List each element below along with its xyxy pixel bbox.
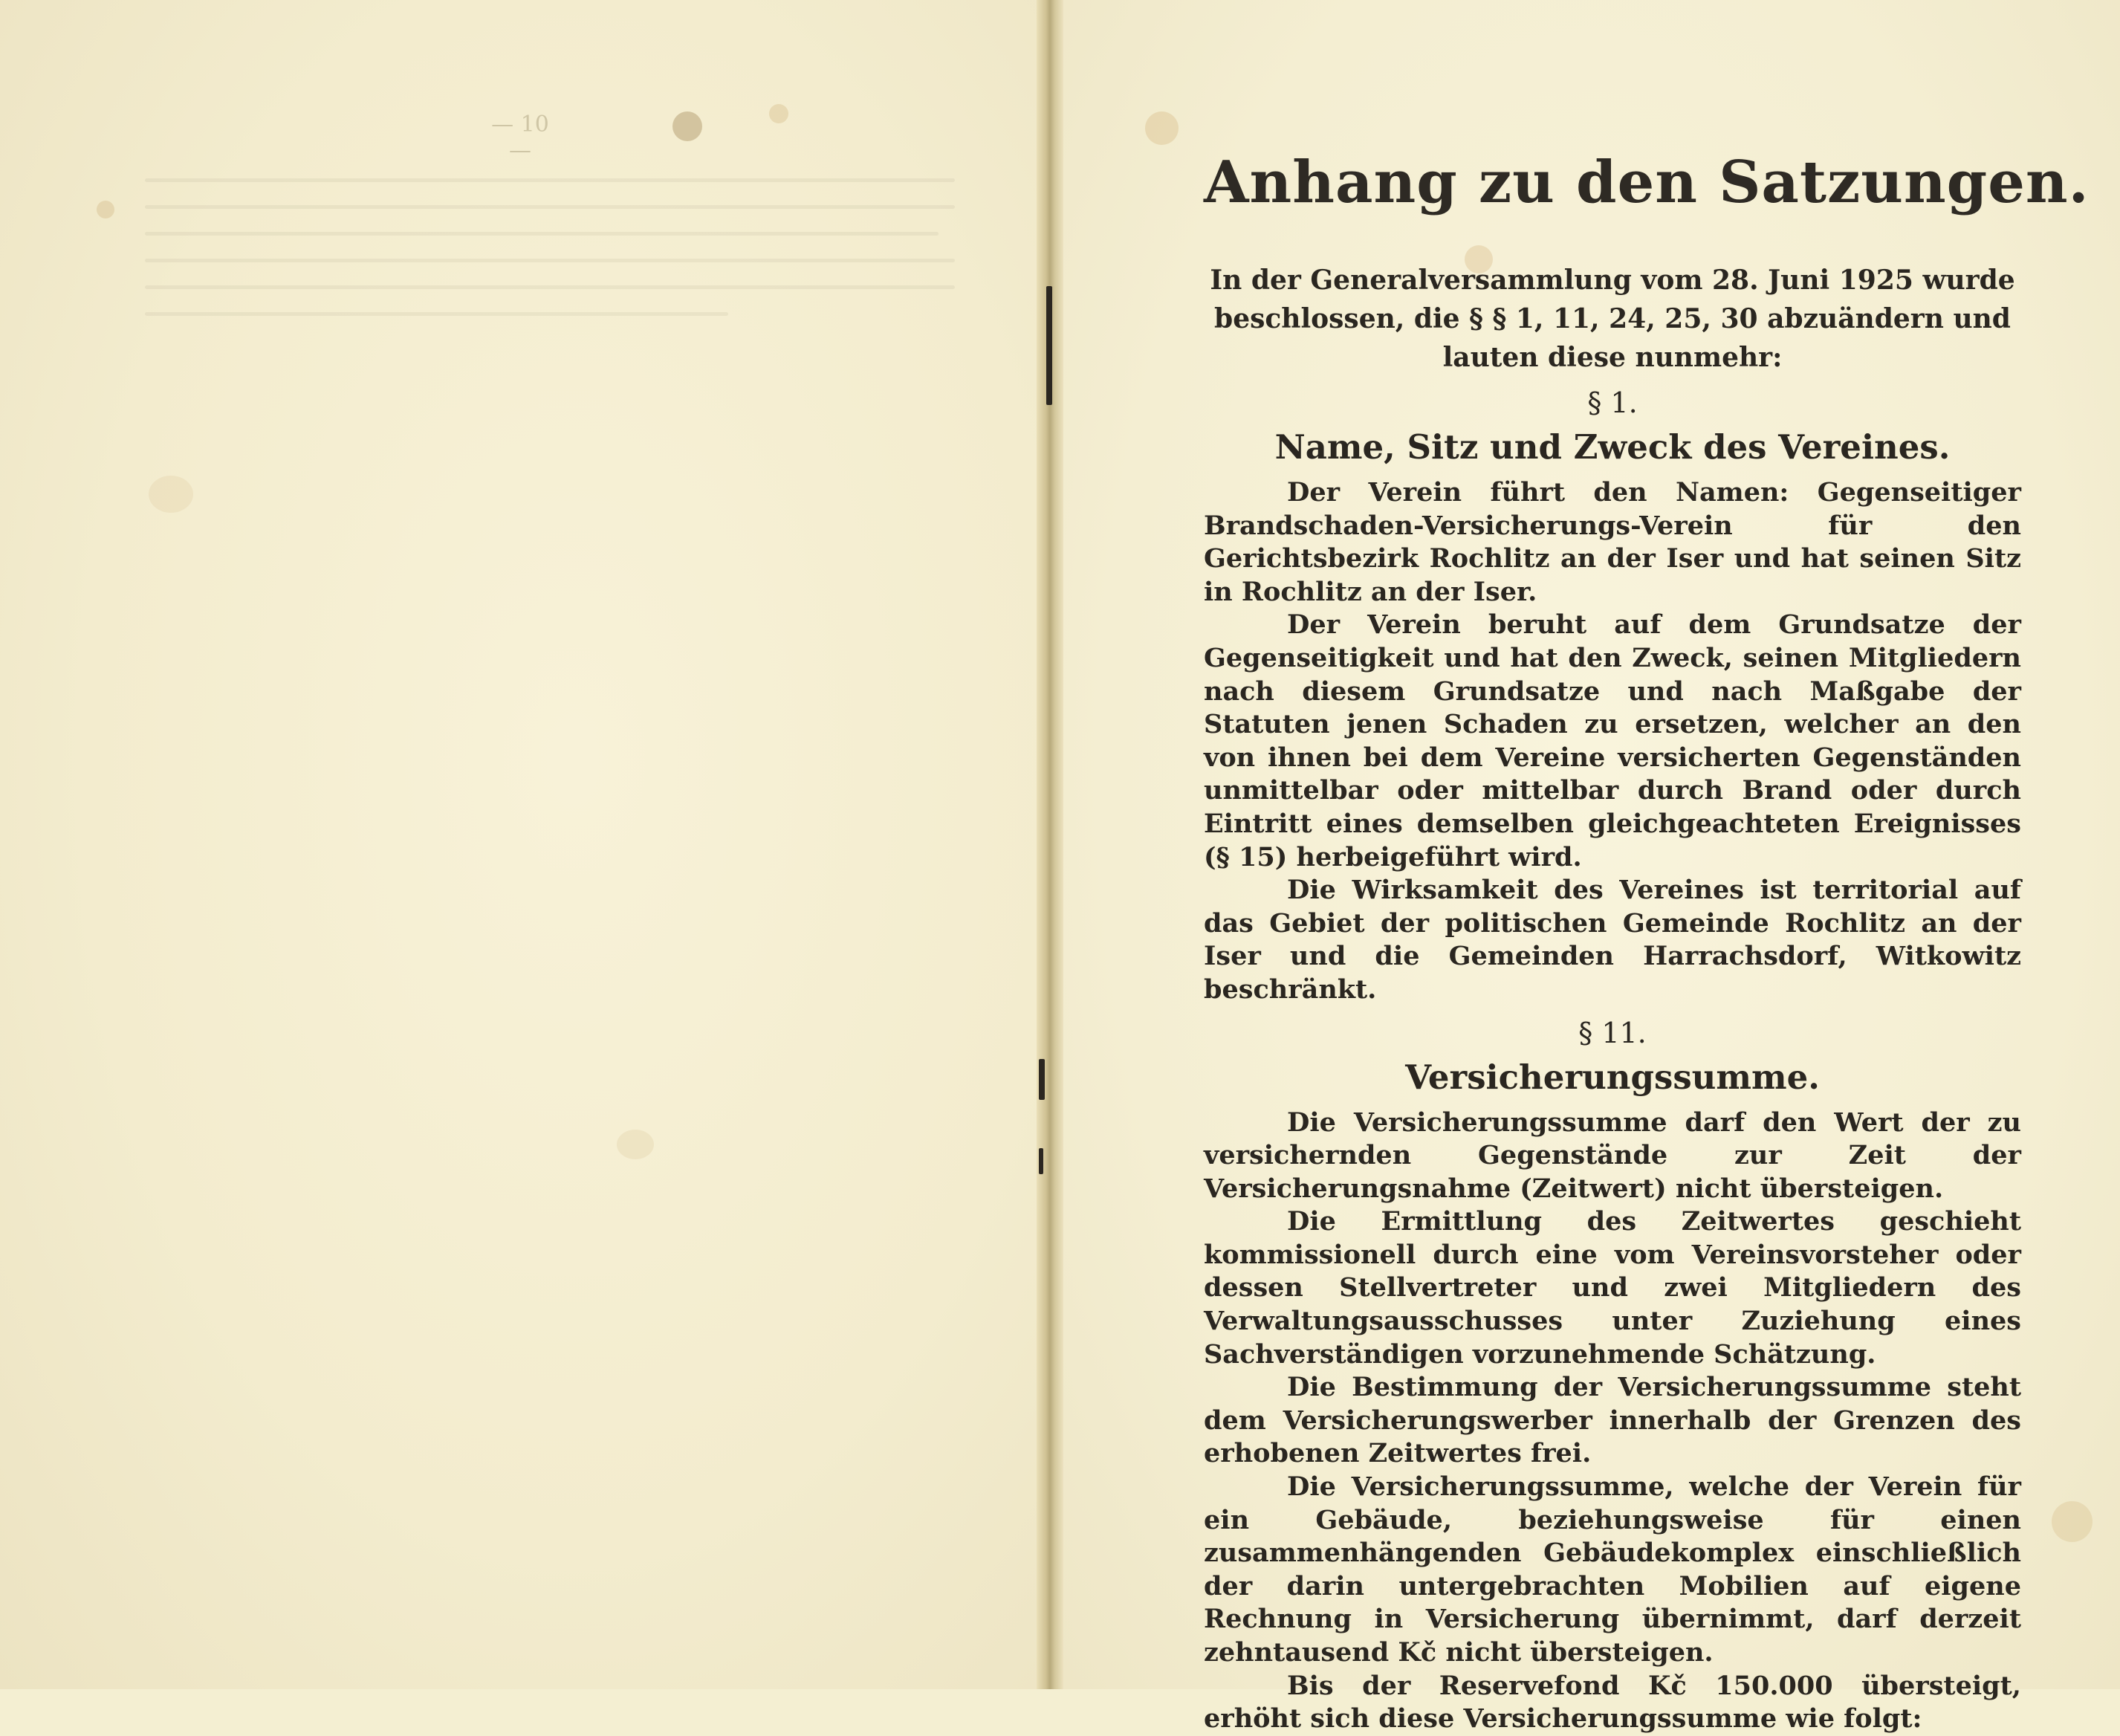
paragraph: Der Verein führt den Namen: Gegenseitiger Brandschaden-Versicherungs-Verein für den Gerichtsbezirk Rochlitz an der Iser und hat seinen Sitz in Rochlitz an der Iser.: [1204, 477, 2021, 607]
paragraph: Die Versicherungssumme, welche der Verein für ein Gebäude, beziehungsweise für einen zusammenhängenden Gebäudekomplex einschließlich der darin untergebrachten Mobilien auf eigene Rechnung in Versicherung übernimmt, darf derzeit zehntausend Kč nicht übersteigen.: [1204, 1471, 2021, 1668]
foxing-spot: [769, 104, 788, 123]
foxing-spot: [2052, 1501, 2093, 1542]
section-1: [1204, 381, 2021, 1007]
left-page: [0, 0, 1044, 1689]
paragraph: Die Ermittlung des Zeitwertes geschieht kommissionell durch eine vom Vereinsvorsteher oder dessen Stellvertreter und zwei Mitgliedern des Verwaltungsausschusses unter Zuziehung eines Sachverständigen vorzunehmende Schätzung.: [1204, 1206, 2021, 1370]
paragraph: Die Bestimmung der Versicherungssumme steht dem Versicherungswerber innerhalb der Grenzen des erhobenen Zeitwertes frei.: [1204, 1372, 2021, 1469]
section-heading: Versicherungssumme.: [1405, 1057, 1820, 1097]
page-title: Anhang zu den Satzungen.: [1204, 149, 2090, 216]
binding-thread: [1039, 1059, 1045, 1100]
paragraph: Der Verein beruht auf dem Grundsatze der Gegenseitigkeit und hat den Zweck, seinen Mitgliedern nach diesem Grundsatze und nach Maßgabe der Statuten jenen Schaden zu ersetzen, welcher an den von ihnen bei dem Vereine versicherten Gegenständen unmittelbar oder mittelbar durch Brand oder durch Eintritt eines demselben gleichgeachteten Ereignisses (§ 15) herbeigeführt wird.: [1204, 609, 2021, 872]
section-heading: Name, Sitz und Zweck des Vereines.: [1274, 427, 1951, 467]
foxing-spot: [149, 476, 193, 513]
section-11: [1204, 1011, 2021, 1736]
foxing-spot: [672, 111, 702, 141]
show-through-text: [145, 178, 955, 339]
book-gutter: [1037, 0, 1063, 1689]
paragraph: Die Wirksamkeit des Vereines ist territorial auf das Gebiet der politischen Gemeinde Rochlitz an der Iser und die Gemeinden Harrachsdorf, Witkowitz beschränkt.: [1204, 875, 2021, 1005]
paragraph: Bis der Reservefond Kč 150.000 übersteigt, erhöht sich diese Versicherungssumme wie folgt:: [1204, 1670, 2021, 1735]
paragraph: Die Versicherungssumme darf den Wert der zu versichernden Gegenstände zur Zeit der Versicherungsnahme (Zeitwert) nicht übersteigen.: [1204, 1107, 2021, 1204]
binding-thread: [1046, 286, 1052, 405]
foxing-spot: [1145, 111, 1179, 145]
page-number: — 10 —: [491, 111, 549, 163]
binding-thread: [1039, 1148, 1043, 1174]
appendix-text: [1204, 149, 2090, 1736]
foxing-spot: [97, 201, 114, 218]
section-number: § 1.: [1587, 386, 1638, 419]
intro-paragraph: In der Generalversammlung vom 28. Juni 1925 wurde beschlossen, die § § 1, 11, 24, 25, 30 abzuändern und lauten diese nunmehr:: [1210, 265, 2015, 373]
foxing-spot: [617, 1130, 654, 1159]
section-number: § 11.: [1578, 1016, 1647, 1049]
